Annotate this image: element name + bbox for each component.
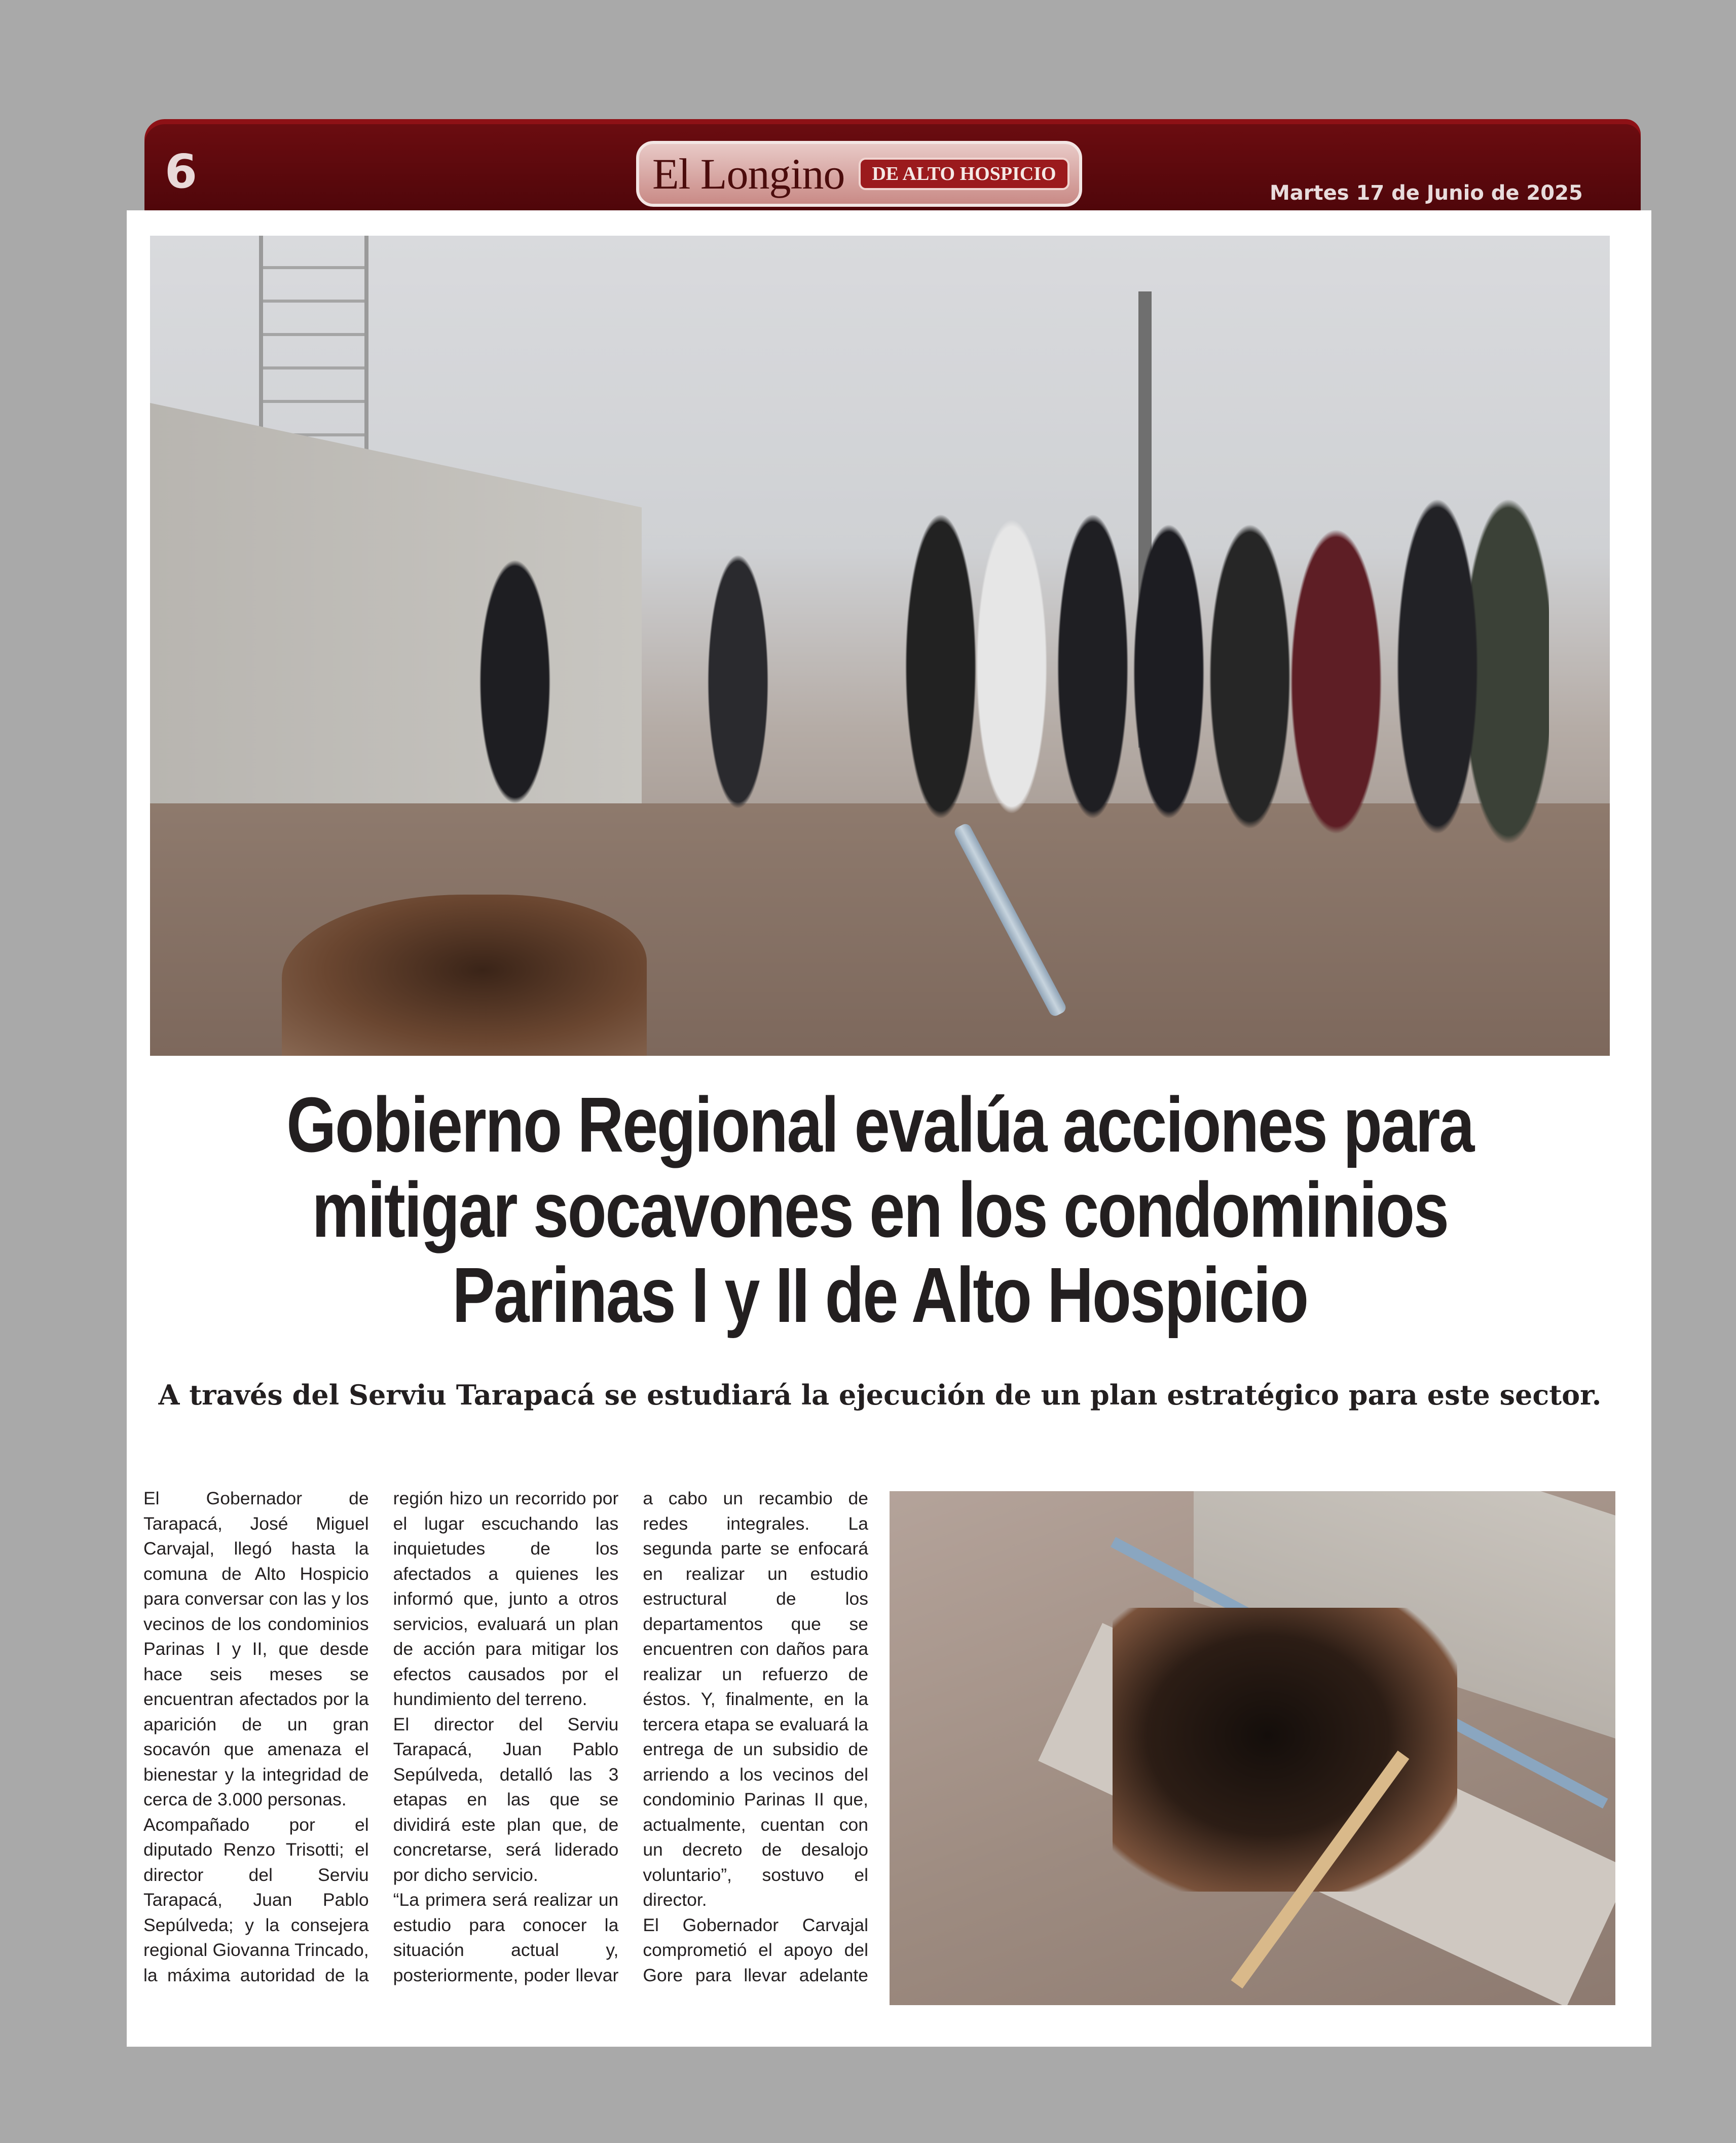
article-paragraph: Acompañado por el diputado Renzo Trisotti; el director del Serviu Tarapacá, Juan Pablo Sepúlveda; y la consejera regional Giovanna Trincado, la máxima autoridad de la región hizo un recorrido por el lugar escuchando las inquietudes de los afectados a quienes les informó que, junto a otros servicios, evaluará un plan de acción para mitigar los efectos causados por el hundimiento del terreno. — [143, 1488, 619, 1985]
article-paragraph: El director del Serviu Tarapacá, Juan Pablo Sepúlveda, detalló las 3 etapas en las que se dividirá este plan que, de concretarse, será liderado por dicho servicio. — [393, 1714, 619, 1885]
sinkhole-photo — [890, 1491, 1615, 2005]
article-headline: Gobierno Regional evalúa acciones para mitigar socavones en los condominios Parinas I y II de Alto Hospicio — [286, 1081, 1473, 1339]
masthead-logo — [636, 141, 1082, 207]
article-paragraph: “La primera será realizar un estudio para conocer la situación actual y, posteriormente, poder llevar a cabo un recambio de redes integrales. La segunda parte se enfocará en realizar un estudio estructural de los departamentos que se encuentren con daños para realizar un refuerzo de éstos. Y, finalmente, en la tercera etapa se evaluará la entrega de un subsidio de arriendo a los vecinos del condominio Parinas II que, actualmente, cuentan con un decreto de desalojo voluntario”, sostuvo el director. — [393, 1488, 868, 1985]
worker-figure — [474, 560, 556, 803]
masthead-name: El Longino — [652, 150, 845, 198]
article-paragraph: El Gobernador de Tarapacá, José Miguel Carvajal, llegó hasta la comuna de Alto Hospicio para conversar con las y los vecinos de los condominios Parinas I y II, que desde hace seis meses se encuentran afectados por la aparición de un gran socavón que amenaza el bienestar y la integridad de cerca de 3.000 personas. — [143, 1488, 369, 1809]
main-photo — [150, 236, 1610, 1056]
article-subheadline: A través del Serviu Tarapacá se estudiará la ejecución de un plan estratégico para este sector. — [158, 1379, 1602, 1411]
page-number: 6 — [165, 144, 198, 199]
article-paragraph: El Gobernador Carvajal comprometió el apoyo del Gore para llevar adelante — [643, 1914, 868, 1985]
article-body — [143, 1486, 868, 2008]
officials-group — [677, 499, 1549, 905]
sinkhole — [1113, 1608, 1457, 1892]
sinkhole — [282, 895, 647, 1056]
masthead-tag: DE ALTO HOSPICIO — [859, 158, 1069, 190]
issue-date: Martes 17 de Junio de 2025 — [1270, 181, 1583, 205]
